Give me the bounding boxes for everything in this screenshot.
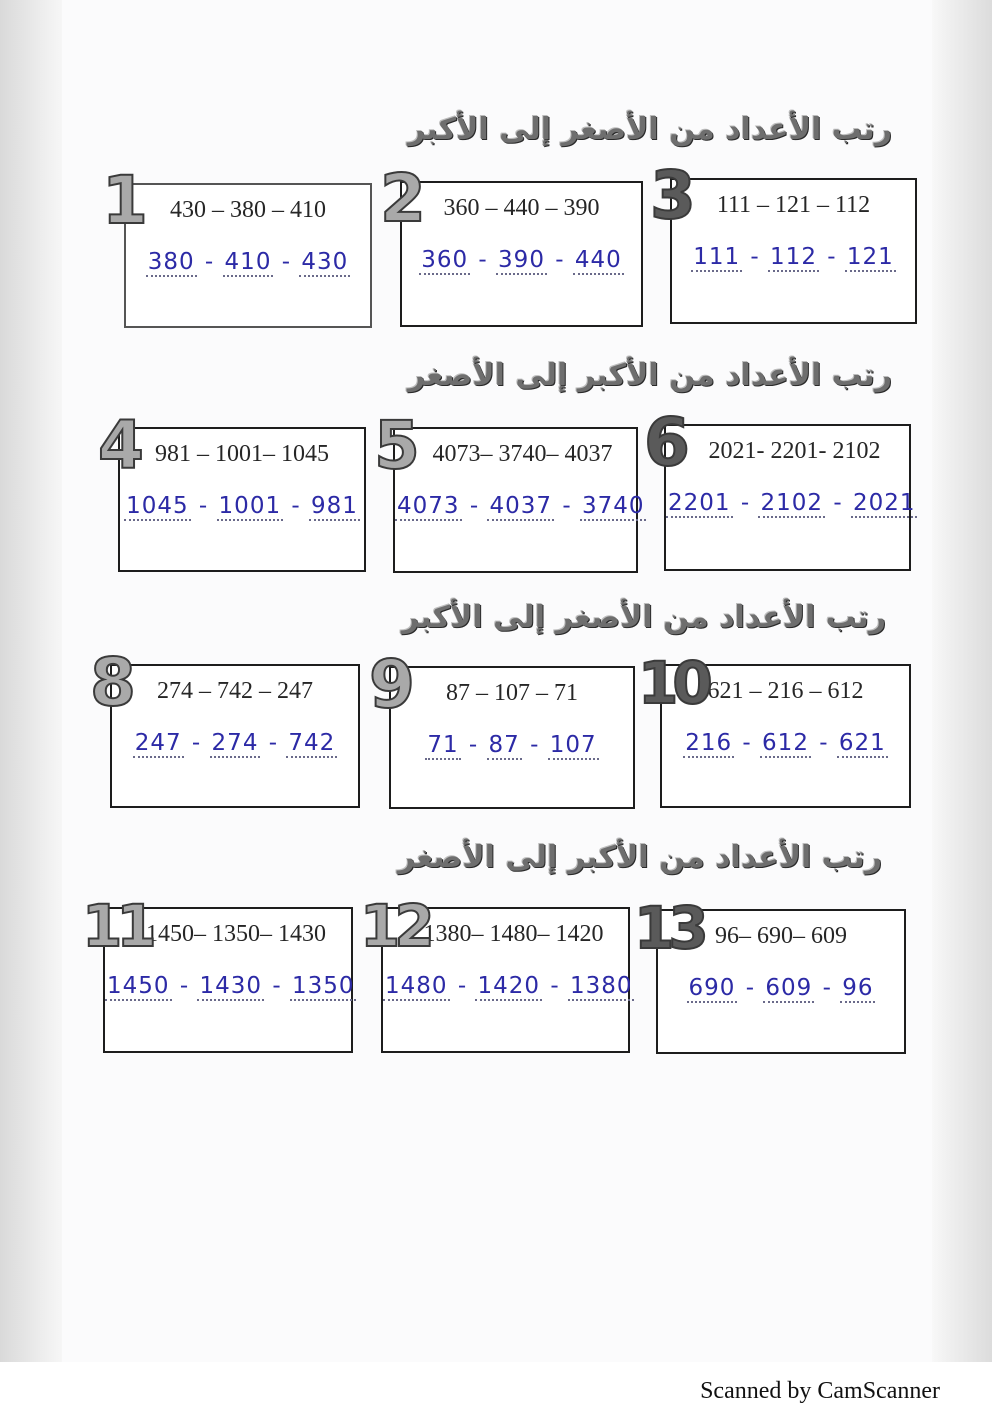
answer-value: 111 [693, 244, 741, 270]
answer-value: 2201 [668, 490, 731, 516]
section-heading-3: رتب الأعداد من الأصغر إلى الأكبر [401, 600, 886, 635]
answer-value: 1420 [477, 973, 541, 999]
section-heading-4: رتب الأعداد من الأكبر إلى الأصغر [397, 840, 882, 875]
answer-value: 1350 [291, 973, 355, 999]
answer-value: 390 [498, 247, 545, 273]
exercise-number-badge-10: 10 [638, 649, 707, 717]
answer-value: 2021 [852, 490, 916, 516]
answer-value: 609 [765, 975, 813, 1001]
exercise-prompt: 430 – 380 – 410 [170, 197, 326, 223]
exercise-number-badge-8: 8 [90, 644, 130, 721]
exercise-prompt: 87 – 107 – 71 [446, 680, 578, 706]
answer-value: 380 [147, 249, 195, 275]
exercise-prompt: 360 – 440 – 390 [443, 195, 600, 221]
answer-value: 71 [427, 732, 459, 758]
exercise-number-badge-9: 9 [369, 646, 409, 723]
exercise-number-badge-2: 2 [380, 160, 420, 237]
answer-value: 274 [211, 730, 259, 756]
exercise-box-6 [664, 424, 916, 571]
exercise-prompt: 2021- 2201- 2102 [708, 438, 881, 464]
exercise-answer: 360 - 390 - 440 [421, 247, 622, 273]
answer-value: 430 [301, 249, 349, 275]
answer-value: 360 [421, 247, 469, 273]
exercise-prompt: 621 – 216 – 612 [707, 678, 864, 704]
exercise-number-badge-6: 6 [644, 404, 684, 481]
answer-value: 981 [311, 493, 358, 519]
section-heading-1: رتب الأعداد من الأصغر إلى الأكبر [407, 112, 892, 147]
scanner-footer: Scanned by CamScanner [700, 1378, 940, 1404]
exercise-prompt: 1450– 1350– 1430 [146, 921, 326, 947]
answer-value: 1001 [218, 493, 282, 519]
answer-value: 440 [574, 247, 622, 273]
answer-value: 1045 [126, 493, 189, 519]
exercise-box-8 [110, 664, 360, 808]
answer-value: 1480 [385, 973, 448, 999]
exercise-answer: 380 - 410 - 430 [147, 249, 349, 275]
exercise-box-9 [389, 666, 635, 809]
exercise-prompt: 4073– 3740– 4037 [432, 441, 613, 467]
answer-value: 742 [288, 730, 336, 756]
answer-value: 121 [846, 244, 894, 270]
exercise-number-badge-5: 5 [374, 407, 414, 484]
exercise-box-2 [400, 181, 643, 327]
exercise-number-badge-12: 12 [360, 892, 429, 960]
exercise-answer: 1045 - 1001 - 981 [126, 493, 358, 519]
answer-value: 1450 [107, 973, 170, 999]
section-heading-2: رتب الأعداد من الأكبر إلى الأصغر [407, 358, 892, 393]
exercise-box-4 [118, 427, 366, 572]
scan-edge-left [0, 0, 62, 1362]
exercise-number-badge-3: 3 [650, 157, 690, 234]
exercise-box-3 [670, 178, 917, 324]
answer-value: 690 [688, 975, 736, 1001]
answer-value: 4073 [397, 493, 460, 519]
exercise-answer: 247 - 274 - 742 [134, 730, 336, 756]
exercise-prompt: 274 – 742 – 247 [157, 678, 313, 704]
exercise-answer: 4073 - 4037 - 3740 [397, 493, 645, 519]
exercise-number-badge-4: 4 [98, 407, 138, 484]
answer-value: 216 [685, 730, 733, 756]
scan-edge-right [932, 0, 992, 1362]
exercise-answer: 690 - 609 - 96 [688, 975, 874, 1001]
exercise-number-badge-13: 13 [634, 894, 703, 962]
exercise-prompt: 1380– 1480– 1420 [423, 921, 604, 947]
answer-value: 4037 [489, 493, 553, 519]
exercise-answer: 1450 - 1430 - 1350 [107, 973, 355, 999]
exercise-box-1 [124, 183, 372, 328]
exercise-answer: 1480 - 1420 - 1380 [385, 973, 633, 999]
answer-value: 621 [838, 730, 886, 756]
exercise-prompt: 96– 690– 609 [715, 923, 847, 949]
answer-value: 1380 [569, 973, 633, 999]
exercise-prompt: 981 – 1001– 1045 [155, 441, 329, 467]
exercise-box-5 [393, 427, 645, 573]
answer-value: 247 [134, 730, 182, 756]
answer-value: 87 [488, 732, 520, 758]
answer-value: 112 [770, 244, 817, 270]
exercise-number-badge-11: 11 [82, 892, 151, 960]
exercise-answer: 216 - 612 - 621 [685, 730, 886, 756]
answer-value: 1430 [199, 973, 263, 999]
answer-value: 2102 [760, 490, 824, 516]
answer-value: 107 [549, 732, 597, 758]
exercise-answer: 71 - 87 - 107 [427, 732, 597, 758]
answer-value: 96 [842, 975, 874, 1001]
exercise-answer: 111 - 112 - 121 [693, 244, 894, 270]
exercise-answer: 2201 - 2102 - 2021 [668, 490, 916, 516]
answer-value: 410 [224, 249, 272, 275]
exercise-prompt: 111 – 121 – 112 [716, 192, 871, 218]
answer-value: 3740 [581, 493, 645, 519]
exercise-number-badge-1: 1 [102, 162, 142, 239]
answer-value: 612 [762, 730, 809, 756]
